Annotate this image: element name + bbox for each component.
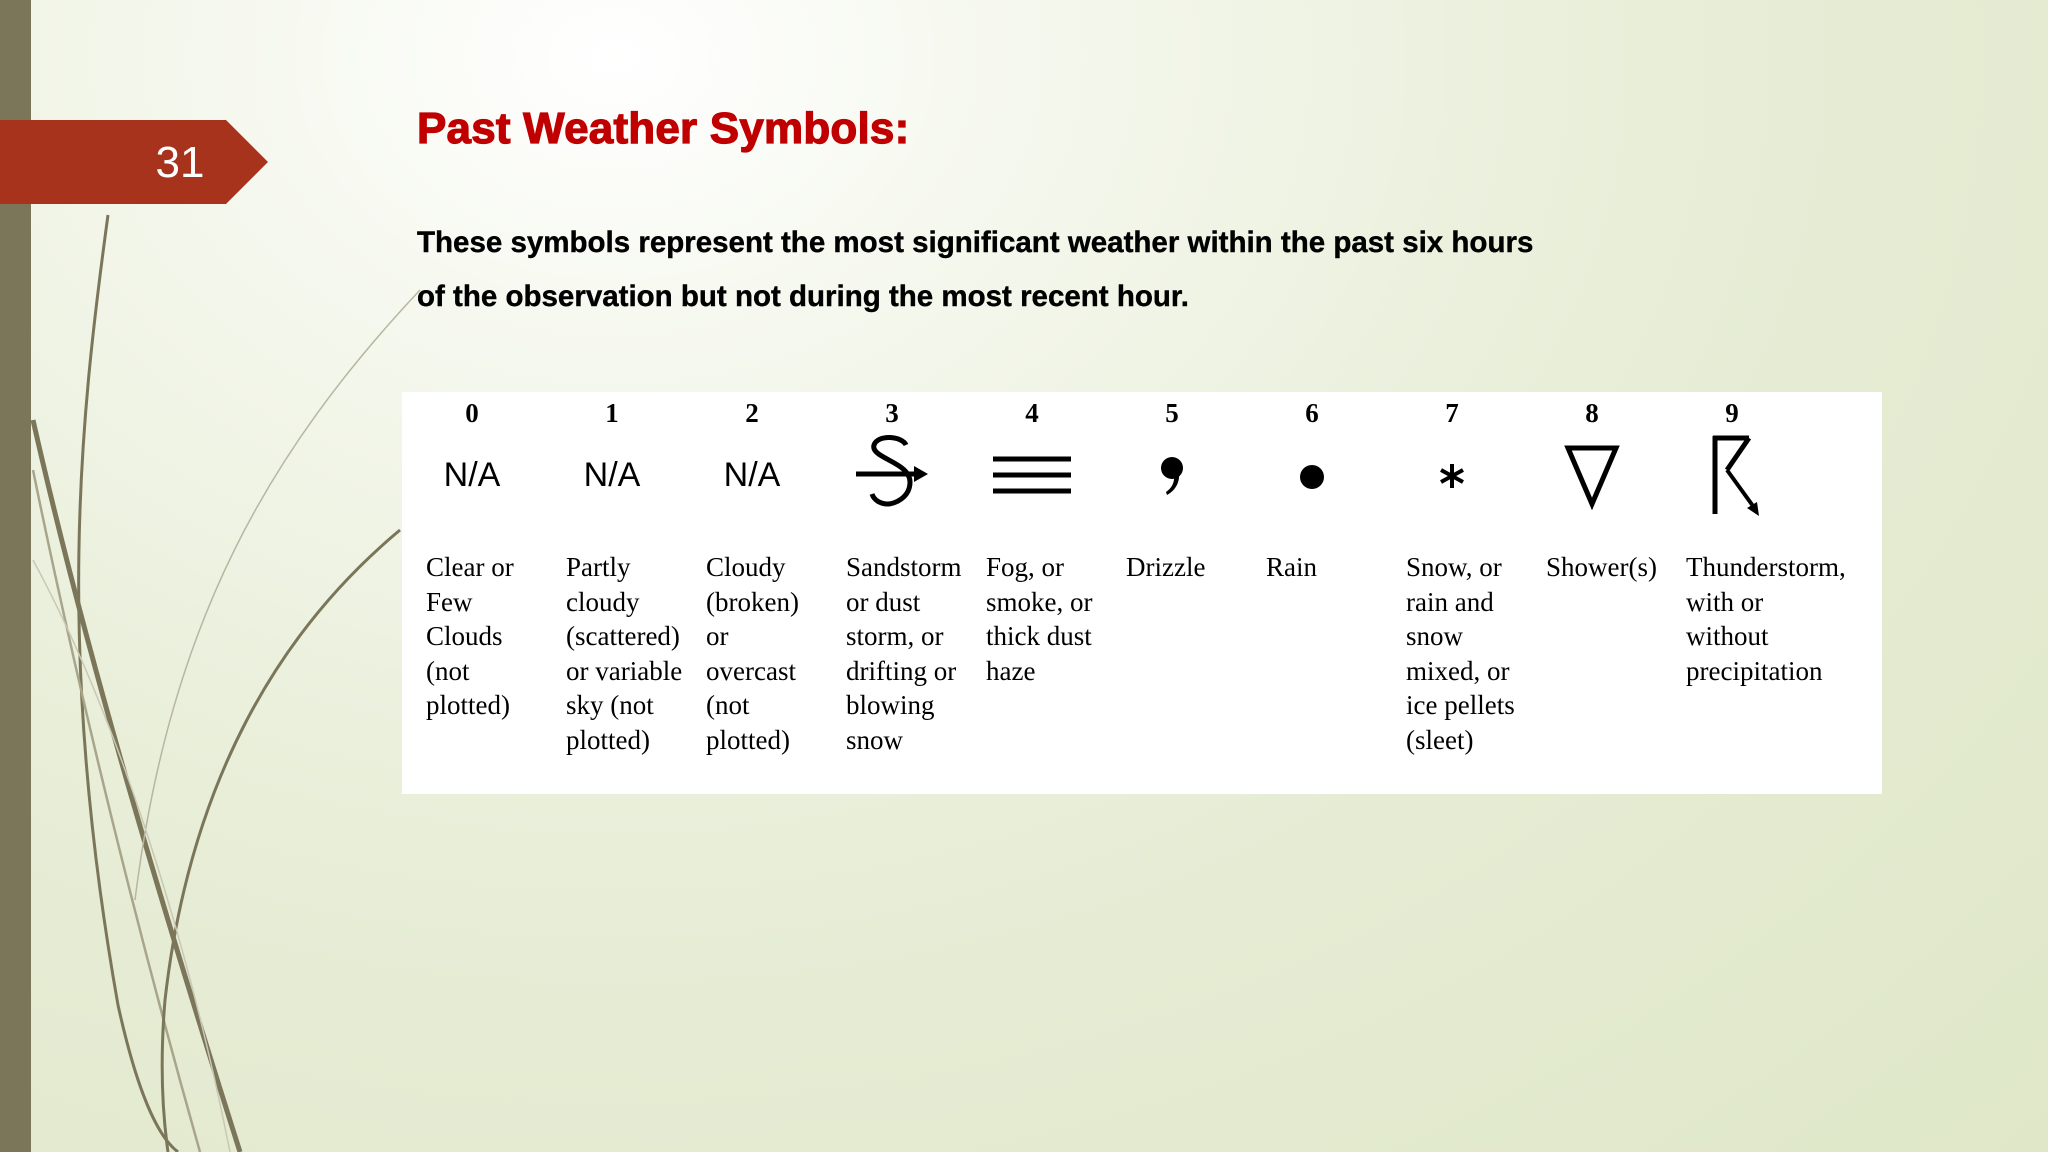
fog-icon [989, 445, 1075, 505]
symbol-label: Snow, or rain and snow mixed, or ice pellets (sleet) [1406, 552, 1515, 755]
thunderstorm-icon [1697, 430, 1767, 520]
symbol-label: Partly cloudy (scattered) or variable sky (not plotted) [566, 552, 683, 755]
symbol-label: Cloudy (broken) or overcast (not plotted) [706, 552, 799, 755]
symbol-column-8 [1522, 392, 1662, 794]
rain-icon [1292, 455, 1332, 495]
slide-title: Past Weather Symbols: [417, 104, 910, 153]
symbol-code: 9 [1725, 398, 1739, 428]
sandstorm-icon [852, 430, 932, 520]
symbol-label: Thunderstorm, with or without precipitation [1686, 552, 1846, 686]
symbol-label: Shower(s) [1546, 552, 1657, 582]
symbol-column-3 [822, 392, 962, 794]
symbol-code: 3 [885, 398, 899, 428]
slide-number: 31 [155, 138, 205, 187]
symbol-code: 1 [605, 398, 619, 428]
symbol-label: Rain [1266, 552, 1317, 582]
symbol-label: Drizzle [1126, 552, 1206, 582]
symbol-label: Fog, or smoke, or thick dust haze [986, 552, 1093, 686]
symbol-label: Clear or Few Clouds (not plotted) [426, 552, 514, 720]
symbol-code: 4 [1025, 398, 1039, 428]
shower-icon [1562, 440, 1622, 510]
drizzle-icon [1152, 450, 1192, 500]
symbol-code: 5 [1165, 398, 1179, 428]
symbol-column-1 [542, 392, 682, 794]
symbol-code: 0 [465, 398, 479, 428]
symbol-code: 8 [1585, 398, 1599, 428]
symbol-column-7 [1382, 392, 1522, 794]
symbol-na-text: N/A [583, 455, 641, 494]
symbol-code: 7 [1445, 398, 1459, 428]
symbol-code: 2 [745, 398, 759, 428]
description-line-1: These symbols represent the most significant weather within the past six hours [417, 226, 1534, 259]
symbol-column-2 [682, 392, 822, 794]
snow-icon [1432, 455, 1472, 495]
symbol-label: Sandstorm or dust storm, or drifting or blowing snow [846, 552, 962, 755]
symbol-na-text: N/A [443, 455, 501, 494]
slide-description [417, 216, 1817, 324]
symbol-column-0 [402, 392, 542, 794]
symbol-na-text: N/A [723, 455, 781, 494]
symbol-column-9 [1662, 392, 1846, 794]
symbol-column-5 [1102, 392, 1242, 794]
slide-number-tab [0, 120, 268, 204]
description-line-2: of the observation but not during the most recent hour. [417, 280, 1189, 313]
symbol-column-6 [1242, 392, 1382, 794]
past-weather-symbols-table [402, 392, 1882, 794]
symbol-code: 6 [1305, 398, 1319, 428]
symbol-column-4 [962, 392, 1102, 794]
